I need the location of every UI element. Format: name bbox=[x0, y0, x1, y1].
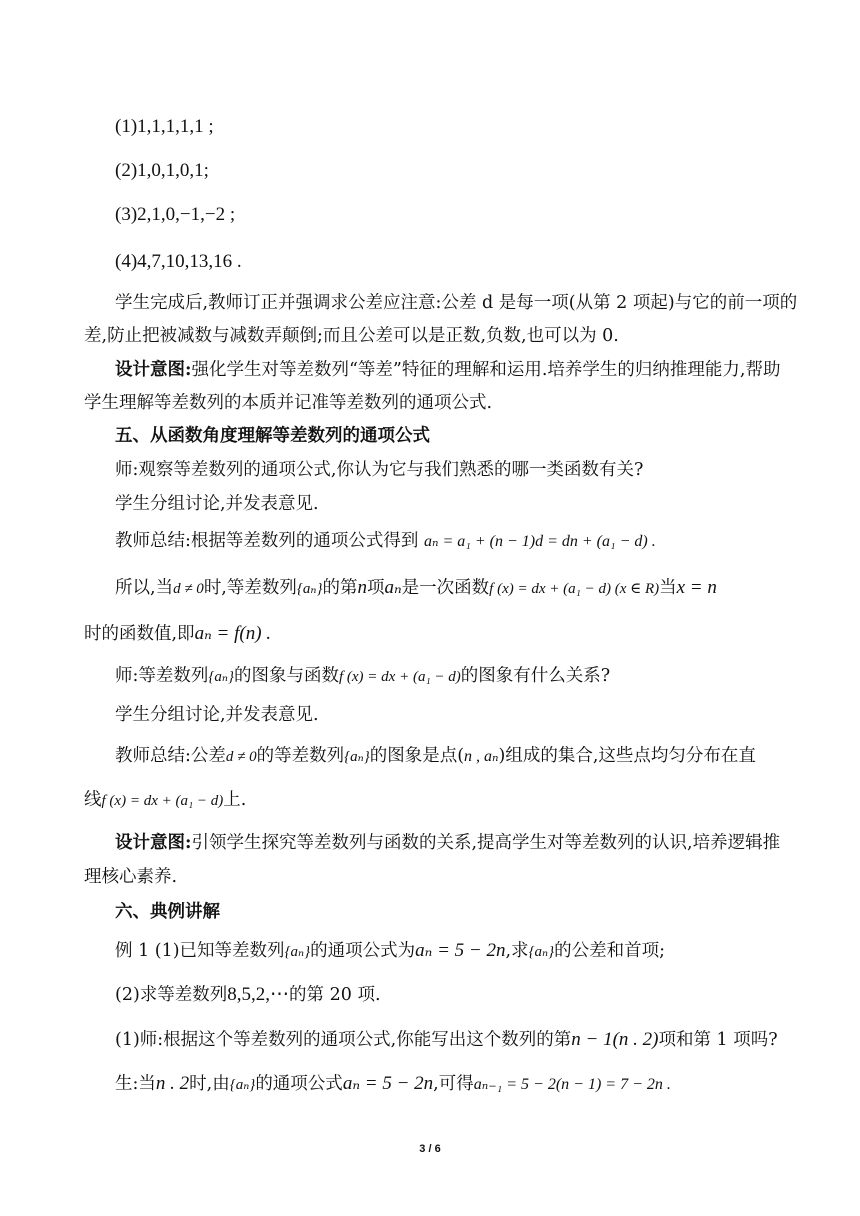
text: )组成的集合,这些点均匀分布在直 bbox=[498, 746, 756, 766]
formula: n bbox=[357, 577, 367, 598]
line-on-graph bbox=[84, 786, 246, 815]
design-intent-text: 强化学生对等差数列“等差”特征的理解和运用.培养学生的归纳推理能力,帮助 bbox=[191, 360, 781, 380]
exercise-3: (3)2,1,0,−1,−2 ; bbox=[115, 204, 236, 225]
group-discussion-1: 学生分组讨论,并发表意见. bbox=[115, 494, 319, 514]
group-discussion-2: 学生分组讨论,并发表意见. bbox=[115, 705, 319, 725]
text: (1)师:根据这个等差数列的通项公式,你能写出这个数列的第 bbox=[115, 1030, 572, 1050]
design-intent-label: 设计意图: bbox=[115, 360, 192, 380]
paragraph-line: 差,防止把被减数与减数弄颠倒;而且公差可以是正数,负数,也可以为 0. bbox=[84, 326, 619, 346]
text: 的图象与函数 bbox=[233, 666, 339, 686]
text: 时的函数值,即 bbox=[84, 624, 195, 644]
text: 的通项公式 bbox=[255, 1074, 343, 1094]
formula: f (x) = dx + (a₁ − d) (x ∈ R) bbox=[489, 581, 660, 597]
formula: 8,5,2,⋯ bbox=[227, 984, 290, 1005]
text: (2)求等差数列 bbox=[115, 985, 228, 1005]
section-heading-6: 六、典例讲解 bbox=[115, 902, 220, 922]
formula: n . 2 bbox=[155, 1073, 190, 1094]
text: 所以,当 bbox=[115, 578, 174, 598]
design-intent-1 bbox=[115, 356, 781, 384]
formula: {aₙ} bbox=[284, 944, 311, 960]
text: 当 bbox=[659, 578, 677, 598]
formula: x = n bbox=[676, 577, 717, 598]
example-1-part-1 bbox=[115, 937, 665, 966]
formula: aₙ = 5 − 2n bbox=[342, 1073, 434, 1094]
text: 生:当 bbox=[115, 1074, 156, 1094]
formula: aₙ = f(n) . bbox=[194, 623, 272, 644]
text: ,求 bbox=[505, 941, 529, 961]
text: 的公差和首项; bbox=[554, 941, 666, 961]
example-1-part-2 bbox=[115, 981, 381, 1009]
text: 教师总结:公差 bbox=[115, 746, 226, 766]
design-intent-text: 引领学生探究等差数列与函数的关系,提高学生对等差数列的认识,培养逻辑推 bbox=[191, 833, 781, 853]
function-value-line bbox=[84, 620, 271, 648]
formula: f (x) = dx + (a₁ − d) bbox=[338, 669, 461, 685]
text: 线 bbox=[84, 790, 102, 810]
formula-general-term: aₙ = a₁ + (n − 1)d = dn + (a₁ − d) . bbox=[423, 533, 656, 550]
text: 的图象是点( bbox=[369, 746, 465, 766]
text: 师:等差数列 bbox=[115, 666, 209, 686]
teacher-question-1: 师:观察等差数列的通项公式,你认为它与我们熟悉的哪一类函数有关? bbox=[115, 460, 644, 480]
formula: d ≠ 0 bbox=[225, 749, 257, 765]
formula: aₙ = 5 − 2n bbox=[415, 940, 506, 961]
formula: {aₙ} bbox=[528, 944, 555, 960]
text: 是一次函数 bbox=[401, 578, 490, 598]
formula: {aₙ} bbox=[229, 1077, 256, 1093]
section-heading-5: 五、从函数角度理解等差数列的通项公式 bbox=[115, 426, 430, 446]
formula: n , aₙ bbox=[464, 748, 499, 765]
formula: aₙ₋₁ = 5 − 2(n − 1) = 7 − 2n . bbox=[473, 1076, 671, 1093]
teacher-question-3 bbox=[115, 1026, 778, 1054]
text: 时,等差数列 bbox=[203, 578, 297, 598]
text: 的第 bbox=[322, 578, 358, 598]
exercise-1: (1)1,1,1,1,1 ; bbox=[115, 116, 214, 137]
text: 的图象有什么关系? bbox=[460, 666, 611, 686]
formula: f (x) = dx + (a₁ − d) bbox=[101, 793, 224, 809]
exercise-4: (4)4,7,10,13,16 . bbox=[115, 251, 242, 272]
text: 时,由 bbox=[189, 1074, 230, 1094]
formula: {aₙ} bbox=[344, 749, 370, 765]
teacher-summary-1 bbox=[115, 527, 656, 556]
summary-text: 教师总结:根据等差数列的通项公式得到 bbox=[115, 531, 419, 551]
text: 的通项公式为 bbox=[310, 941, 416, 961]
formula: aₙ bbox=[384, 577, 402, 598]
text: 上. bbox=[223, 790, 247, 810]
paragraph-line: 学生理解等差数列的本质并记准等差数列的通项公式. bbox=[84, 393, 493, 413]
text: ,可得 bbox=[433, 1074, 474, 1094]
formula: d ≠ 0 bbox=[173, 581, 204, 597]
student-answer bbox=[115, 1070, 671, 1099]
formula: {aₙ} bbox=[208, 669, 234, 685]
page-number: 3 / 6 bbox=[419, 1143, 441, 1155]
formula: n − 1(n . 2) bbox=[571, 1029, 659, 1050]
paragraph-line: 理核心素养. bbox=[84, 867, 178, 887]
exercise-2: (2)1,0,1,0,1; bbox=[115, 160, 209, 181]
formula: {aₙ} bbox=[296, 581, 323, 597]
text: 的等差数列 bbox=[256, 746, 345, 766]
text: 的第 20 项. bbox=[289, 985, 381, 1005]
linear-function-line bbox=[115, 574, 717, 603]
design-intent-label: 设计意图: bbox=[115, 833, 192, 853]
paragraph-line: 学生完成后,教师订正并强调求公差应注意:公差 d 是每一项(从第 2 项起)与它的前一项的 bbox=[115, 293, 798, 313]
teacher-question-2 bbox=[115, 662, 610, 691]
design-intent-2 bbox=[115, 829, 780, 857]
text: 项和第 1 项吗? bbox=[658, 1030, 778, 1050]
text: 例 1 (1)已知等差数列 bbox=[115, 941, 285, 961]
text: 项 bbox=[366, 578, 385, 598]
teacher-summary-2 bbox=[115, 742, 756, 771]
